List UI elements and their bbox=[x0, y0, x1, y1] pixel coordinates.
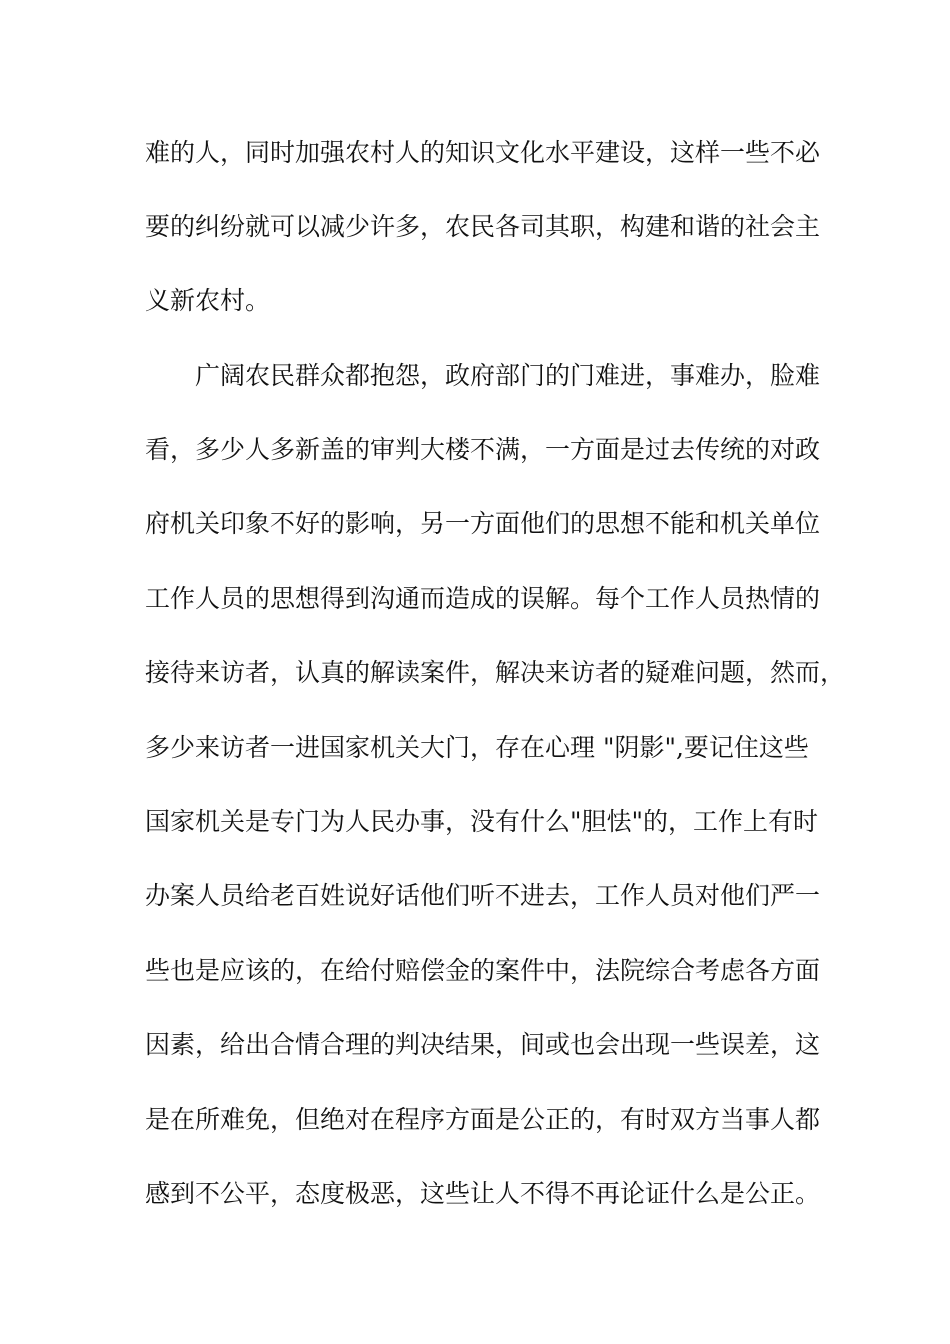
text-line-12: 些也是应该的，在给付赔偿金的案件中，法院综合考虑各方面 bbox=[145, 956, 821, 985]
text-line-15: 感到不公平，态度极恶，这些让人不得不再论证什么是公正。 bbox=[145, 1179, 821, 1208]
text-line-5: 看，多少人多新盖的审判大楼不满，一方面是过去传统的对政 bbox=[145, 435, 821, 464]
text-line-14: 是在所难免，但绝对在程序方面是公正的，有时双方当事人都 bbox=[145, 1105, 821, 1134]
text-line-10: 国家机关是专门为人民办事，没有什么"胆怯"的，工作上有时 bbox=[145, 807, 819, 836]
text-line-7: 工作人员的思想得到沟通而造成的误解。每个工作人员热情的 bbox=[145, 584, 821, 613]
text-line-1: 难的人，同时加强农村人的知识文化水平建设，这样一些不必 bbox=[145, 138, 821, 167]
text-line-3: 义新农村。 bbox=[145, 286, 271, 315]
text-line-6: 府机关印象不好的影响，另一方面他们的思想不能和机关单位 bbox=[145, 509, 821, 538]
text-line-13: 因素，给出合情合理的判决结果，间或也会出现一些误差，这 bbox=[145, 1030, 821, 1059]
text-line-2: 要的纠纷就可以减少许多，农民各司其职，构建和谐的社会主 bbox=[145, 212, 821, 241]
text-line-8: 接待来访者，认真的解读案件，解决来访者的疑难问题，然而， bbox=[145, 658, 846, 687]
text-line-9: 多少来访者一进国家机关大门，存在心理 "阴影",要记住这些 bbox=[145, 733, 809, 762]
text-line-11: 办案人员给老百姓说好话他们听不进去，工作人员对他们严一 bbox=[145, 881, 821, 910]
paragraph-2-first-line: 广阔农民群众都抱怨，政府部门的门难进，事难办，脸难 bbox=[195, 361, 821, 390]
